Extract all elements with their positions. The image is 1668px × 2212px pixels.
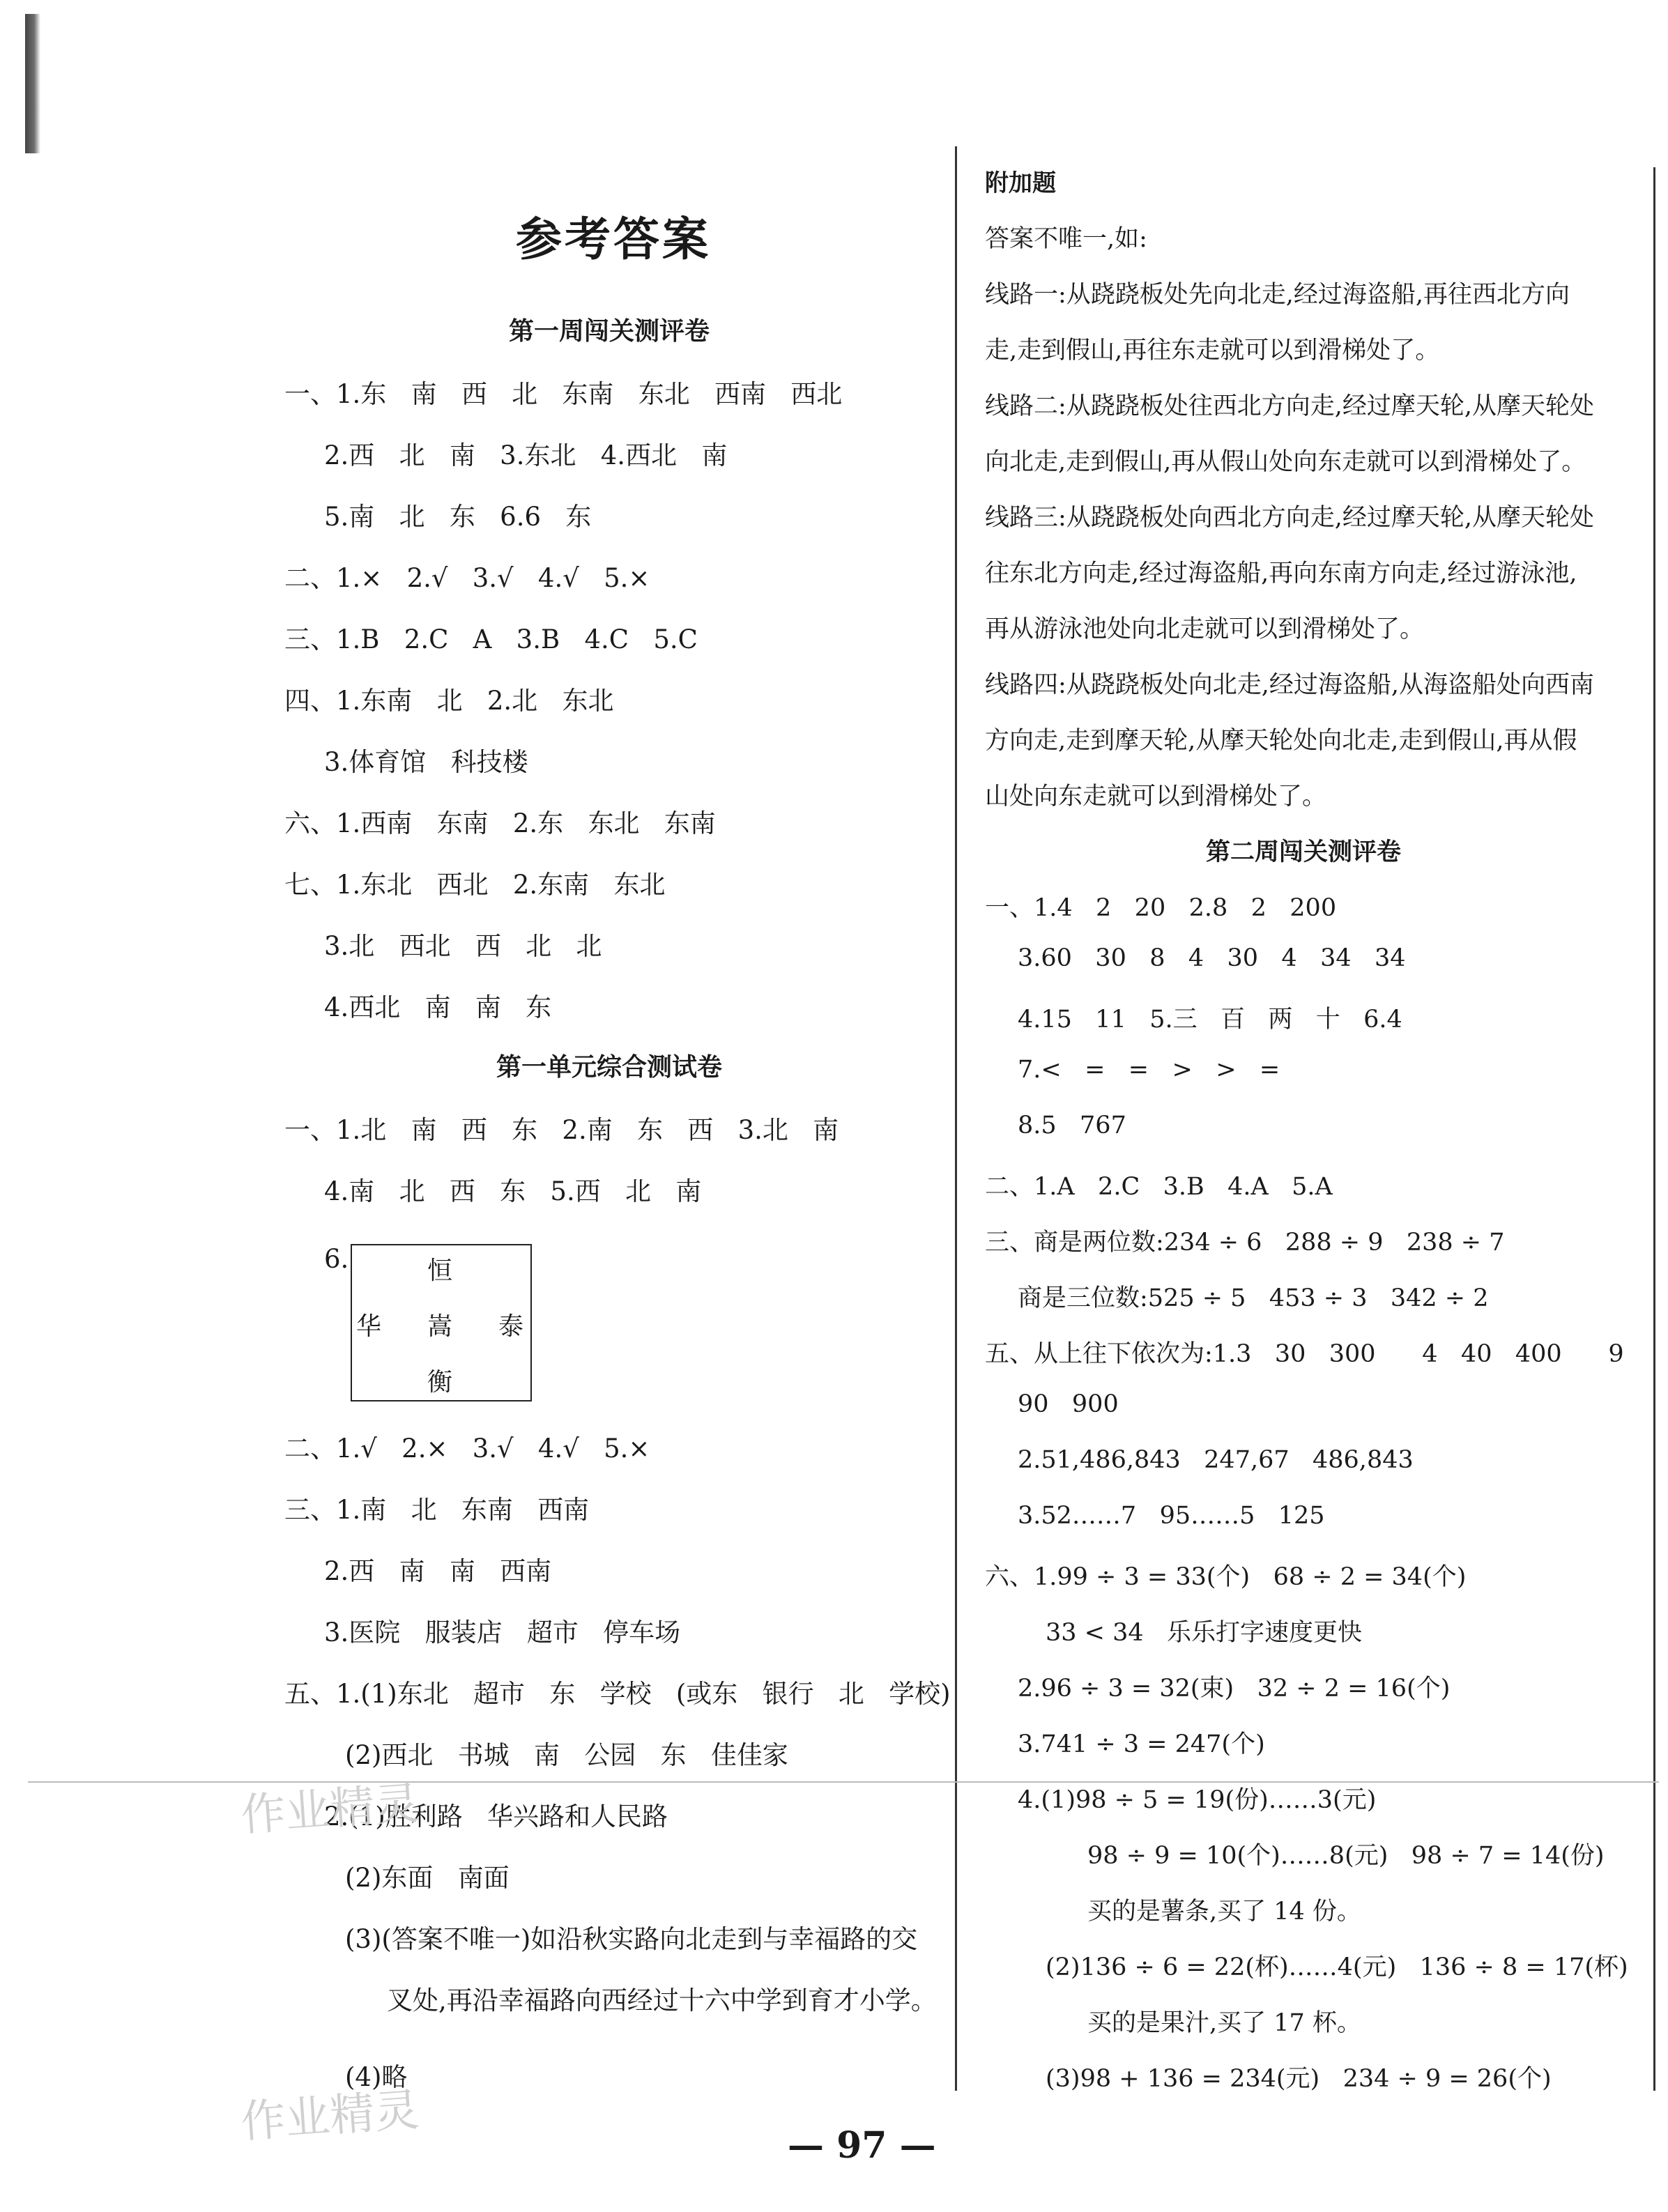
right-margin-line [1653, 167, 1655, 2091]
answer-line: 4.西北 南 南 东 [324, 992, 552, 1022]
answer-line: (2)136 ÷ 6 = 22(杯)……4(元) 136 ÷ 8 = 17(杯) [1046, 1953, 1628, 1981]
answer-line: 线路三:从跷跷板处向西北方向走,经过摩天轮,从摩天轮处 [985, 504, 1595, 532]
answer-line: 3.体育馆 科技楼 [324, 747, 528, 777]
answer-line: 4.15 11 5.三 百 两 十 6.4 [1018, 1006, 1402, 1034]
answer-line: 90 900 [1018, 1390, 1119, 1418]
answer-line: 再从游泳池处向北走就可以到滑梯处了。 [985, 615, 1425, 643]
answer-line: 线路四:从跷跷板处向北走,经过海盗船,从海盗船处向西南 [985, 671, 1595, 699]
answer-line: 六、1.99 ÷ 3 = 33(个) 68 ÷ 2 = 34(个) [985, 1563, 1467, 1591]
section-heading: 第一单元综合测试卷 [496, 1052, 723, 1082]
scan-edge-mark [25, 14, 40, 153]
answer-line: 四、1.东南 北 2.北 东北 [284, 686, 614, 716]
answer-line: (3)(答案不唯一)如沿秋实路向北走到与幸福路的交 [345, 1924, 918, 1954]
answer-line: 三、商是两位数:234 ÷ 6 288 ÷ 9 238 ÷ 7 [985, 1229, 1505, 1257]
answer-line: 往东北方向走,经过海盗船,再向东南方向走,经过游泳池, [985, 560, 1577, 587]
answer-line: 98 ÷ 9 = 10(个)……8(元) 98 ÷ 7 = 14(份) [1087, 1842, 1605, 1870]
answer-line: 线路一:从跷跷板处先向北走,经过海盗船,再往西北方向 [985, 281, 1570, 309]
answer-line: 8.5 767 [1018, 1112, 1126, 1139]
answer-line: 向北走,走到假山,再从假山处向东走就可以到滑梯处了。 [985, 448, 1586, 476]
answer-line: 六、1.西南 东南 2.东 东北 东南 [284, 808, 716, 838]
answer-line: 五、1.(1)东北 超市 东 学校 (或东 银行 北 学校) [284, 1679, 951, 1709]
section-heading: 第二周闯关测评卷 [1206, 838, 1402, 866]
answer-line: 二、1.√ 2.× 3.√ 4.√ 5.× [284, 1434, 650, 1464]
page-number: — 97 — [788, 2124, 936, 2167]
answer-line: 线路二:从跷跷板处往西北方向走,经过摩天轮,从摩天轮处 [985, 392, 1595, 420]
answer-line: (4)略 [345, 2062, 408, 2092]
answer-line: 4.(1)98 ÷ 5 = 19(份)……3(元) [1018, 1786, 1377, 1814]
answer-line: 二、1.× 2.√ 3.√ 4.√ 5.× [284, 563, 650, 593]
answer-line: (2)东面 南面 [345, 1863, 510, 1893]
column-divider [955, 146, 957, 2091]
answer-line: 3.52……7 95……5 125 [1018, 1502, 1325, 1530]
mountain-map-box [351, 1244, 532, 1401]
answer-line: 买的是果汁,买了 17 杯。 [1087, 2009, 1361, 2037]
answer-line: 三、1.南 北 东南 西南 [284, 1495, 590, 1525]
answer-line: 3.60 30 8 4 30 4 34 34 [1018, 944, 1406, 972]
answer-line: 2.96 ÷ 3 = 32(束) 32 ÷ 2 = 16(个) [1018, 1675, 1451, 1703]
answer-line: 5.南 北 东 6.6 东 [324, 502, 592, 532]
answer-line: 二、1.A 2.C 3.B 4.A 5.A [985, 1173, 1333, 1201]
answer-line: 方向走,走到摩天轮,从摩天轮处向北走,走到假山,再从假 [985, 727, 1577, 755]
answer-line: (3)98 + 136 = 234(元) 234 ÷ 9 = 26(个) [1046, 2065, 1552, 2093]
answer-line: 一、1.东 南 西 北 东南 东北 西南 西北 [284, 379, 843, 409]
answer-line: 一、1.4 2 20 2.8 2 200 [985, 894, 1337, 922]
answer-line: 3.741 ÷ 3 = 247(个) [1018, 1730, 1265, 1758]
answer-line: 4.南 北 西 东 5.西 北 南 [324, 1176, 702, 1206]
section-heading: 第一周闯关测评卷 [509, 316, 710, 346]
answer-line: 走,走到假山,再往东走就可以到滑梯处了。 [985, 337, 1440, 364]
map-label-right: 泰 [498, 1312, 524, 1341]
answer-line: 答案不唯一,如: [985, 225, 1147, 253]
page-title: 参考答案 [516, 212, 711, 266]
answer-line: 商是三位数:525 ÷ 5 453 ÷ 3 342 ÷ 2 [1018, 1284, 1489, 1312]
answer-line: 3.北 西北 西 北 北 [324, 931, 602, 961]
answer-line: 2.(1)胜利路 华兴路和人民路 [324, 1802, 668, 1831]
answer-line: 山处向东走就可以到滑梯处了。 [985, 783, 1327, 811]
map-label-bottom: 衡 [427, 1368, 453, 1397]
answer-line: 3.医院 服装店 超市 停车场 [324, 1618, 681, 1648]
answer-line: 七、1.东北 西北 2.东南 东北 [284, 870, 666, 900]
map-label-center: 嵩 [427, 1312, 453, 1341]
answer-line: 2.西 北 南 3.东北 4.西北 南 [324, 440, 728, 470]
answer-line: (2)西北 书城 南 公园 东 佳佳家 [345, 1740, 788, 1770]
answer-line: 33 < 34 乐乐打字速度更快 [1046, 1619, 1363, 1647]
answer-line: 7.< = = > > = [1018, 1056, 1280, 1084]
answer-line: 2.51,486,843 247,67 486,843 [1018, 1446, 1414, 1474]
map-label-left: 华 [356, 1312, 382, 1341]
answer-line: 三、1.B 2.C A 3.B 4.C 5.C [284, 624, 698, 654]
map-label-top: 恒 [427, 1257, 453, 1285]
answer-line: 2.西 南 南 西南 [324, 1556, 552, 1586]
answer-line: 一、1.北 南 西 东 2.南 东 西 3.北 南 [284, 1115, 839, 1145]
section-heading: 附加题 [985, 169, 1056, 197]
answer-line: 6. [324, 1244, 349, 1274]
answer-line: 五、从上往下依次为:1.3 30 300 4 40 400 9 [985, 1340, 1624, 1368]
watermark: 作业精灵 [239, 1778, 421, 1842]
answer-line: 叉处,再沿幸福路向西经过十六中学到育才小学。 [387, 1986, 937, 2015]
answer-line: 买的是薯条,买了 14 份。 [1087, 1898, 1361, 1926]
watermark: 作业精灵 [239, 2084, 421, 2149]
